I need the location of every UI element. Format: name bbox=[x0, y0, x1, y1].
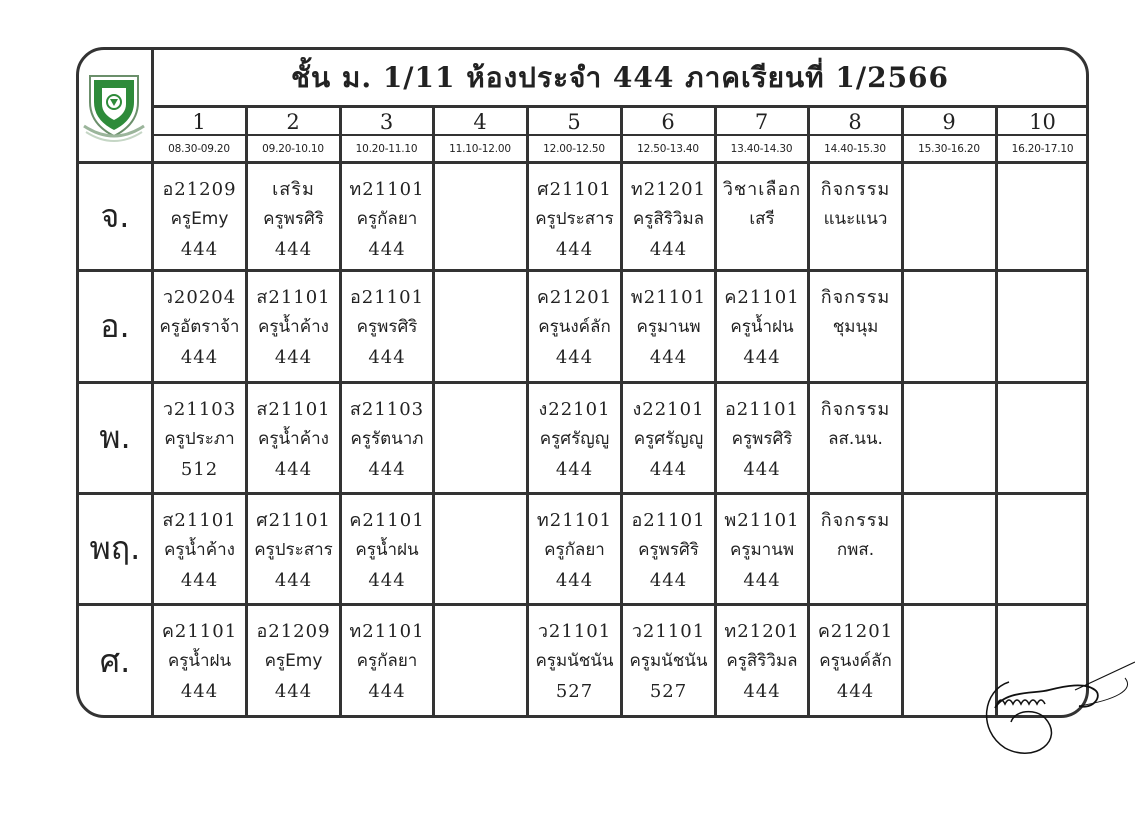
room-number: 444 bbox=[368, 239, 406, 260]
teacher-name: ครูมนัชนัน bbox=[535, 651, 614, 671]
timetable-cell[interactable] bbox=[342, 606, 432, 717]
day-label: ศ. bbox=[99, 641, 131, 680]
teacher-name: ครูประภา bbox=[164, 429, 235, 449]
teacher-name: ครูประสาร bbox=[535, 209, 614, 229]
room-number: 444 bbox=[555, 347, 594, 368]
teacher-name: ครูประสาร bbox=[254, 540, 333, 560]
room-number: 444 bbox=[274, 459, 313, 480]
timetable-cell[interactable] bbox=[623, 384, 714, 492]
subject-code: ค21201 bbox=[536, 287, 613, 308]
subject-code: พ21101 bbox=[630, 287, 707, 308]
timetable-cell[interactable] bbox=[529, 384, 620, 492]
timetable-cell[interactable] bbox=[154, 164, 245, 269]
subject-code: กิจกรรม bbox=[820, 510, 891, 531]
room-number: 444 bbox=[274, 681, 313, 702]
period-number: 7 bbox=[754, 110, 769, 134]
teacher-name: เสรี bbox=[749, 209, 775, 229]
teacher-name: ครูEmy bbox=[170, 209, 229, 229]
teacher-name: ครูพรศิริ bbox=[356, 317, 418, 337]
subject-code: กิจกรรม bbox=[820, 287, 891, 308]
room-number: 444 bbox=[649, 570, 688, 591]
teacher-name: ครูอัตราจ้า bbox=[159, 317, 240, 337]
subject-code: ว21101 bbox=[631, 621, 706, 642]
timetable-cell[interactable] bbox=[717, 384, 807, 492]
timetable-cell[interactable] bbox=[529, 606, 620, 717]
timetable-cell[interactable] bbox=[435, 164, 526, 269]
page-title: ชั้น ม. 1/11 ห้องประจำ 444 ภาคเรียนที่ 1/2566 bbox=[290, 60, 950, 94]
timetable-cell[interactable] bbox=[810, 495, 901, 603]
teacher-name: ครูรัตนาภ bbox=[350, 429, 424, 449]
timetable-cell[interactable] bbox=[342, 495, 432, 603]
subject-code: ท21101 bbox=[349, 179, 425, 200]
teacher-name: ครูEmy bbox=[264, 651, 323, 671]
timetable-cell[interactable] bbox=[904, 164, 995, 269]
room-number: 444 bbox=[649, 347, 688, 368]
timetable-cell[interactable] bbox=[342, 164, 432, 269]
timetable-cell[interactable] bbox=[623, 272, 714, 381]
timetable-cell[interactable] bbox=[810, 384, 901, 492]
timetable-cell[interactable] bbox=[154, 606, 245, 717]
room-number: 444 bbox=[555, 459, 594, 480]
period-time: 09.20-10.10 bbox=[262, 143, 324, 155]
period-number: 9 bbox=[942, 110, 956, 134]
handwritten-signature bbox=[975, 660, 1135, 800]
timetable-cell[interactable] bbox=[154, 384, 245, 492]
subject-code: อ21209 bbox=[162, 179, 237, 200]
teacher-name: ครูน้ำฝน bbox=[167, 651, 232, 671]
room-number: 512 bbox=[180, 459, 219, 480]
timetable-cell[interactable] bbox=[810, 272, 901, 381]
room-number: 444 bbox=[743, 459, 781, 480]
teacher-name: ครูมานพ bbox=[636, 317, 701, 337]
teacher-name: ครูนงค์ลัก bbox=[538, 317, 611, 337]
subject-code: อ21101 bbox=[724, 399, 800, 420]
teacher-name: ครูน้ำค้าง bbox=[258, 317, 329, 337]
subject-code: ส21103 bbox=[349, 399, 425, 420]
period-number: 2 bbox=[286, 110, 300, 134]
room-number: 444 bbox=[368, 347, 406, 368]
room-number: 444 bbox=[368, 459, 406, 480]
timetable-cell[interactable] bbox=[717, 272, 807, 381]
timetable-cell[interactable] bbox=[623, 495, 714, 603]
subject-code: ศ21101 bbox=[537, 179, 612, 200]
subject-code: ศ21101 bbox=[256, 510, 331, 531]
school-crest-icon bbox=[82, 72, 146, 144]
subject-code: ท21101 bbox=[536, 510, 613, 531]
teacher-name: กพส. bbox=[836, 540, 875, 560]
period-time: 10.20-11.10 bbox=[355, 143, 418, 155]
room-number: 444 bbox=[180, 347, 219, 368]
teacher-name: ครูพรศิริ bbox=[263, 209, 324, 229]
subject-code: ส21101 bbox=[162, 510, 237, 531]
period-time: 14.40-15.30 bbox=[824, 143, 886, 155]
day-label: อ. bbox=[100, 306, 130, 345]
subject-code: กิจกรรม bbox=[820, 179, 891, 200]
teacher-name: ครูสิริวิมล bbox=[632, 209, 705, 229]
teacher-name: ครูสิริวิมล bbox=[726, 651, 798, 671]
timetable-cell[interactable] bbox=[717, 495, 807, 603]
timetable-cell[interactable] bbox=[529, 495, 620, 603]
teacher-name: ชุมนุม bbox=[832, 317, 879, 337]
period-time: 16.20-17.10 bbox=[1011, 143, 1074, 155]
subject-code: ค21201 bbox=[817, 621, 894, 642]
room-number: 444 bbox=[836, 681, 875, 702]
period-number: 10 bbox=[1029, 110, 1056, 134]
timetable-cell[interactable] bbox=[810, 606, 901, 717]
period-number: 1 bbox=[192, 110, 206, 134]
teacher-name: ครูศรัญญู bbox=[633, 429, 704, 449]
period-number: 8 bbox=[848, 110, 862, 134]
subject-code: กิจกรรม bbox=[820, 399, 891, 420]
timetable-cell[interactable] bbox=[623, 606, 714, 717]
timetable-cell[interactable] bbox=[342, 272, 432, 381]
period-number: 6 bbox=[661, 110, 675, 134]
subject-code: ว21101 bbox=[537, 621, 612, 642]
room-number: 444 bbox=[555, 570, 594, 591]
room-number: 444 bbox=[274, 570, 313, 591]
room-number: 444 bbox=[180, 681, 219, 702]
room-number: 527 bbox=[555, 681, 594, 702]
timetable-cell[interactable] bbox=[435, 384, 526, 492]
teacher-name: ลส.นน. bbox=[828, 429, 883, 449]
timetable-cell[interactable] bbox=[154, 272, 245, 381]
subject-code: ว21103 bbox=[162, 399, 237, 420]
room-number: 444 bbox=[180, 570, 219, 591]
room-number: 444 bbox=[368, 570, 406, 591]
day-label: จ. bbox=[100, 196, 130, 235]
teacher-name: ครูนงค์ลัก bbox=[819, 651, 892, 671]
subject-code: อ21209 bbox=[256, 621, 331, 642]
teacher-name: แนะแนว bbox=[823, 209, 888, 229]
subject-code: เสริม bbox=[272, 179, 315, 200]
timetable-cell[interactable] bbox=[529, 164, 620, 269]
teacher-name: ครูน้ำค้าง bbox=[258, 429, 329, 449]
room-number: 444 bbox=[649, 459, 688, 480]
room-number: 444 bbox=[274, 347, 313, 368]
timetable-cell[interactable] bbox=[529, 272, 620, 381]
teacher-name: ครูกัลยา bbox=[544, 540, 605, 560]
room-number: 444 bbox=[274, 239, 313, 260]
subject-code: อ21101 bbox=[349, 287, 425, 308]
teacher-name: ครูศรัญญู bbox=[539, 429, 610, 449]
room-number: 444 bbox=[743, 570, 781, 591]
teacher-name: ครูน้ำฝน bbox=[730, 317, 794, 337]
timetable-cell[interactable] bbox=[435, 272, 526, 381]
day-label: พ. bbox=[99, 418, 131, 456]
subject-code: วิชาเลือก bbox=[722, 179, 802, 200]
timetable-cell[interactable] bbox=[154, 495, 245, 603]
room-number: 444 bbox=[743, 347, 781, 368]
timetable-cell[interactable] bbox=[623, 164, 714, 269]
subject-code: พ21101 bbox=[724, 510, 800, 531]
subject-code: ท21101 bbox=[349, 621, 425, 642]
teacher-name: ครูกัลยา bbox=[356, 209, 418, 229]
room-number: 527 bbox=[649, 681, 688, 702]
timetable-cell[interactable] bbox=[717, 606, 807, 717]
subject-code: ค21101 bbox=[161, 621, 238, 642]
period-time: 13.40-14.30 bbox=[730, 143, 793, 155]
timetable-cell[interactable] bbox=[435, 606, 526, 717]
subject-code: ค21101 bbox=[349, 510, 425, 531]
room-number: 444 bbox=[649, 239, 688, 260]
timetable-cell[interactable] bbox=[904, 384, 995, 492]
timetable-cell[interactable] bbox=[248, 606, 339, 717]
timetable-cell[interactable] bbox=[998, 384, 1088, 492]
teacher-name: ครูกัลยา bbox=[356, 651, 418, 671]
teacher-name: ครูน้ำฝน bbox=[355, 540, 419, 560]
timetable-cell[interactable] bbox=[998, 495, 1088, 603]
timetable-cell[interactable] bbox=[998, 272, 1088, 381]
subject-code: ส21101 bbox=[256, 287, 331, 308]
timetable-cell[interactable] bbox=[810, 164, 901, 269]
timetable-cell[interactable] bbox=[248, 495, 339, 603]
timetable-cell[interactable] bbox=[435, 495, 526, 603]
timetable-cell[interactable] bbox=[248, 384, 339, 492]
room-number: 444 bbox=[180, 239, 219, 260]
period-time: 12.00-12.50 bbox=[543, 143, 605, 155]
teacher-name: ครูมานพ bbox=[729, 540, 795, 560]
timetable-cell[interactable] bbox=[342, 384, 432, 492]
timetable-cell[interactable] bbox=[904, 495, 995, 603]
teacher-name: ครูพรศิริ bbox=[638, 540, 699, 560]
day-label: พฤ. bbox=[89, 529, 141, 567]
period-time: 15.30-16.20 bbox=[918, 143, 980, 155]
subject-code: อ21101 bbox=[631, 510, 706, 531]
period-number: 4 bbox=[473, 110, 487, 134]
period-time: 12.50-13.40 bbox=[637, 143, 699, 155]
teacher-name: ครูพรศิริ bbox=[731, 429, 793, 449]
subject-code: ง22101 bbox=[538, 399, 611, 420]
subject-code: ว20204 bbox=[162, 287, 237, 308]
subject-code: ค21101 bbox=[724, 287, 800, 308]
timetable-cell[interactable] bbox=[248, 272, 339, 381]
teacher-name: ครูมนัชนัน bbox=[629, 651, 708, 671]
subject-code: ง22101 bbox=[632, 399, 705, 420]
teacher-name: ครูน้ำค้าง bbox=[164, 540, 235, 560]
timetable-cell[interactable] bbox=[904, 272, 995, 381]
room-number: 444 bbox=[368, 681, 406, 702]
timetable-cell[interactable] bbox=[248, 164, 339, 269]
period-time: 11.10-12.00 bbox=[449, 143, 511, 155]
room-number: 444 bbox=[555, 239, 594, 260]
room-number: 444 bbox=[743, 681, 781, 702]
subject-code: ท21201 bbox=[630, 179, 707, 200]
period-time: 08.30-09.20 bbox=[168, 143, 230, 155]
period-number: 3 bbox=[379, 110, 394, 134]
subject-code: ส21101 bbox=[256, 399, 331, 420]
timetable-cell[interactable] bbox=[717, 164, 807, 269]
timetable-cell[interactable] bbox=[998, 164, 1088, 269]
subject-code: ท21201 bbox=[724, 621, 800, 642]
period-number: 5 bbox=[567, 110, 581, 134]
